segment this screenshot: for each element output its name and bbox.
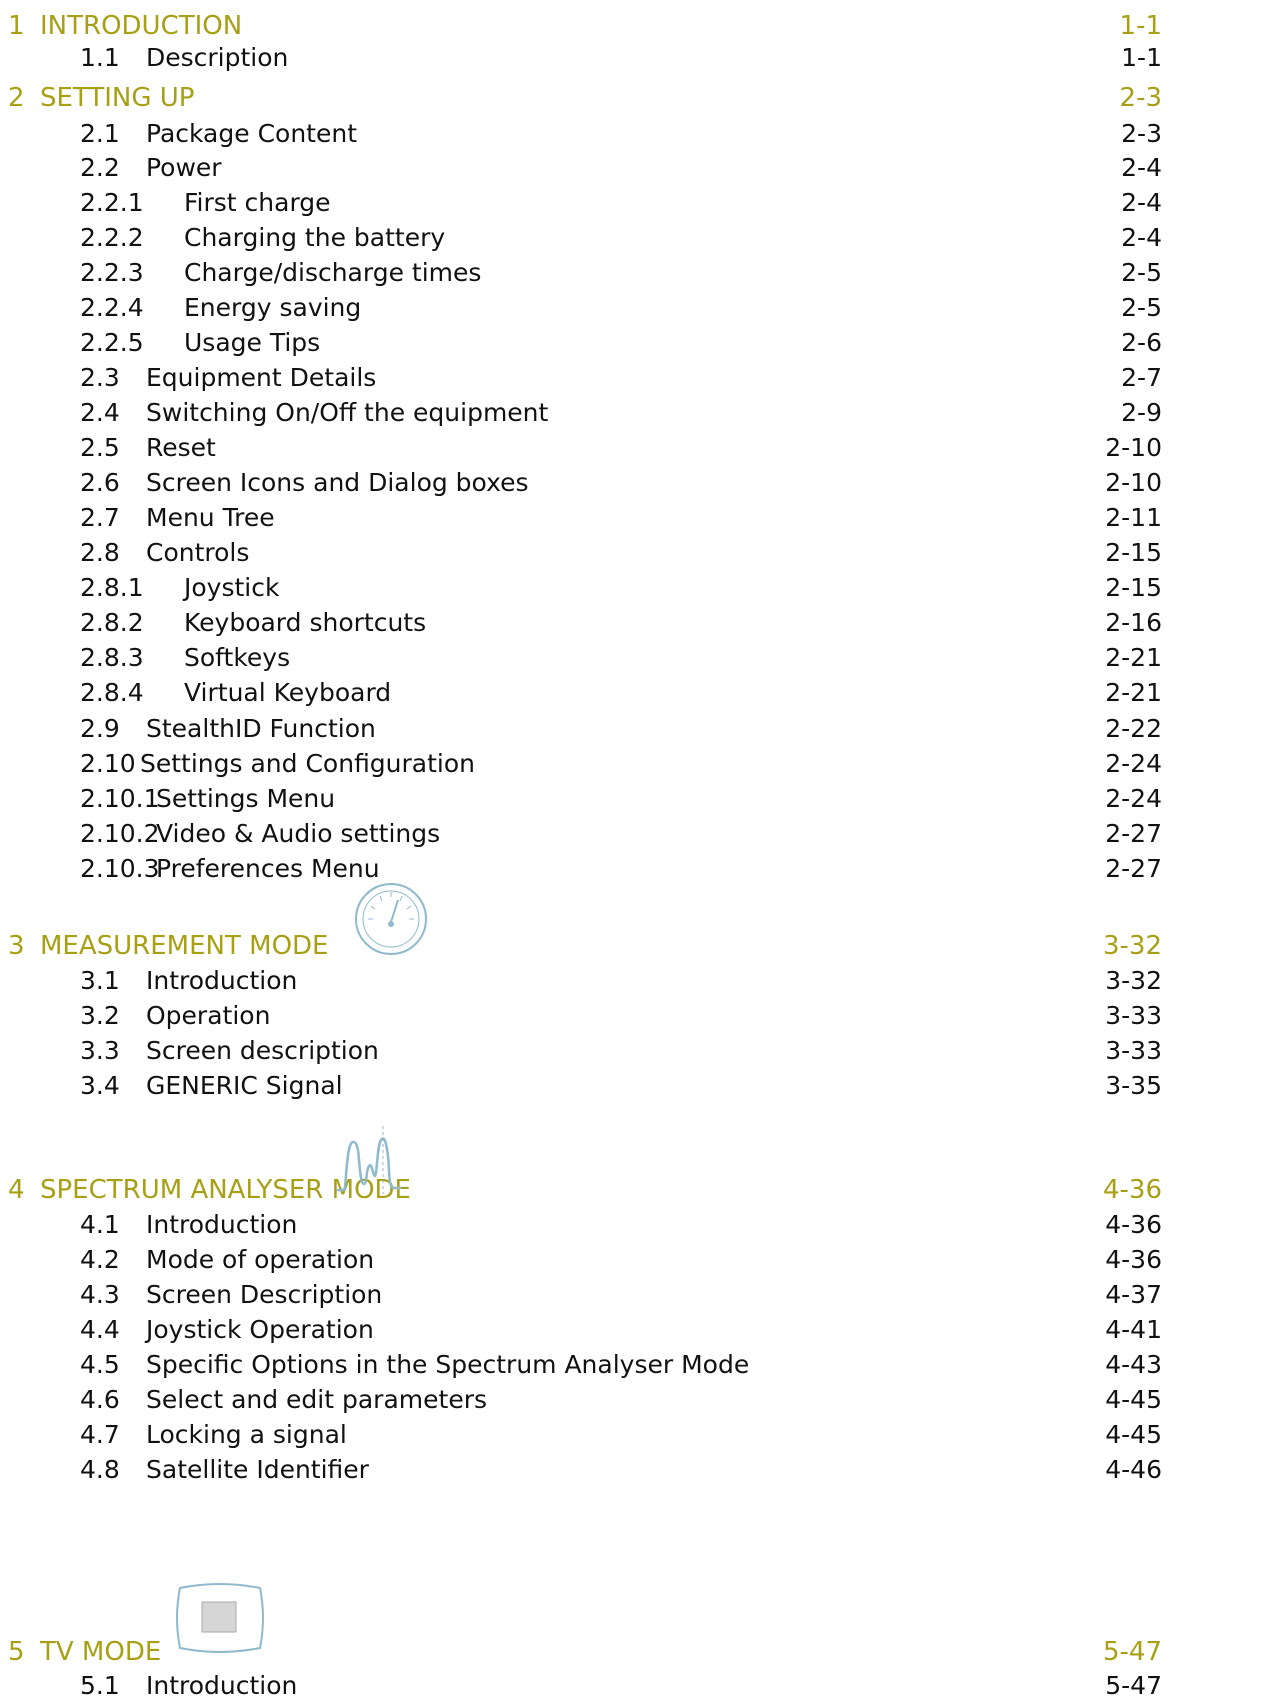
toc-entry-page: 4-37 bbox=[1105, 1280, 1162, 1309]
toc-entry[interactable] bbox=[0, 1668, 1268, 1704]
toc-entry-page: 2-24 bbox=[1105, 784, 1162, 813]
toc-entry[interactable] bbox=[0, 80, 1268, 116]
spectrum-icon bbox=[336, 1126, 402, 1196]
toc-entry-number: 2.8.3 bbox=[80, 643, 144, 672]
gauge-icon bbox=[354, 882, 428, 956]
toc-entry-page: 2-24 bbox=[1105, 749, 1162, 778]
toc-entry-page: 4-45 bbox=[1105, 1385, 1162, 1414]
toc-entry-number: 4.7 bbox=[80, 1420, 120, 1449]
toc-entry-title: Settings Menu bbox=[156, 784, 336, 813]
toc-entry-title: SPECTRUM ANALYSER MODE bbox=[40, 1175, 411, 1205]
toc-entry[interactable] bbox=[0, 963, 1268, 999]
toc-entry-page: 1-1 bbox=[1119, 11, 1162, 41]
toc-entry-number: 2.2.1 bbox=[80, 188, 144, 217]
toc-entry[interactable] bbox=[0, 255, 1268, 291]
toc-entry-page: 2-4 bbox=[1121, 188, 1162, 217]
toc-entry[interactable] bbox=[0, 675, 1268, 711]
toc-entry-title: First charge bbox=[184, 188, 331, 217]
toc-entry-number: 4 bbox=[8, 1175, 25, 1205]
toc-entry-number: 2.8.4 bbox=[80, 678, 144, 707]
toc-entry-page: 2-11 bbox=[1105, 503, 1162, 532]
toc-entry-title: MEASUREMENT MODE bbox=[40, 931, 329, 961]
toc-entry[interactable] bbox=[0, 150, 1268, 186]
toc-entry-page: 3-32 bbox=[1102, 931, 1162, 961]
toc-entry-title: Mode of operation bbox=[146, 1245, 375, 1274]
toc-entry-number: 2.8 bbox=[80, 538, 120, 567]
toc-entry-page: 2-3 bbox=[1121, 119, 1162, 148]
toc-entry-number: 2.10.1 bbox=[80, 784, 160, 813]
toc-entry-page: 2-5 bbox=[1121, 293, 1162, 322]
toc-entry[interactable] bbox=[0, 851, 1268, 887]
toc-entry-number: 4.8 bbox=[80, 1455, 120, 1484]
toc-entry-number: 2.4 bbox=[80, 398, 120, 427]
toc-entry-page: 2-6 bbox=[1121, 328, 1162, 357]
toc-entry-number: 1 bbox=[8, 11, 25, 41]
toc-entry[interactable] bbox=[0, 1172, 1268, 1208]
toc-entry-title: INTRODUCTION bbox=[40, 11, 243, 41]
toc-entry[interactable] bbox=[0, 116, 1268, 152]
toc-entry[interactable] bbox=[0, 1417, 1268, 1453]
toc-entry-title: Keyboard shortcuts bbox=[184, 608, 427, 637]
toc-entry[interactable] bbox=[0, 998, 1268, 1034]
toc-entry-number: 2.2.3 bbox=[80, 258, 144, 287]
toc-entry[interactable] bbox=[0, 535, 1268, 571]
toc-entry-title: Switching On/Off the equipment bbox=[146, 398, 549, 427]
toc-entry-number: 3.1 bbox=[80, 966, 120, 995]
toc-entry-page: 2-21 bbox=[1105, 678, 1162, 707]
toc-entry[interactable] bbox=[0, 1207, 1268, 1243]
toc-entry[interactable] bbox=[0, 928, 1268, 964]
toc-entry-number: 2.8.2 bbox=[80, 608, 144, 637]
toc-entry-title: Joystick bbox=[184, 573, 280, 602]
toc-entry[interactable] bbox=[0, 746, 1268, 782]
toc-entry-title: TV MODE bbox=[40, 1637, 162, 1667]
toc-entry-title: Satellite Identifier bbox=[146, 1455, 369, 1484]
toc-entry-page: 3-33 bbox=[1105, 1001, 1162, 1030]
toc-entry[interactable] bbox=[0, 40, 1268, 76]
toc-entry-page: 4-36 bbox=[1105, 1210, 1162, 1239]
toc-entry-number: 2.7 bbox=[80, 503, 120, 532]
tv-screen-icon bbox=[172, 1580, 268, 1656]
toc-entry-number: 2 bbox=[8, 83, 25, 113]
toc-entry-number: 2.2 bbox=[80, 153, 120, 182]
toc-entry-title: Video & Audio settings bbox=[156, 819, 441, 848]
toc-entry-title: Specific Options in the Spectrum Analyser Mode bbox=[146, 1350, 750, 1379]
toc-entry-title: Introduction bbox=[146, 1210, 298, 1239]
toc-entry-title: Preferences Menu bbox=[156, 854, 380, 883]
toc-entry-number: 4.6 bbox=[80, 1385, 120, 1414]
toc-entry-page: 4-43 bbox=[1105, 1350, 1162, 1379]
toc-entry-page: 2-27 bbox=[1105, 819, 1162, 848]
toc-entry-page: 1-1 bbox=[1121, 43, 1162, 72]
toc-entry-number: 5 bbox=[8, 1637, 25, 1667]
toc-entry-title: Power bbox=[146, 153, 222, 182]
toc-entry[interactable] bbox=[0, 1382, 1268, 1418]
toc-entry[interactable] bbox=[0, 711, 1268, 747]
toc-entry-page: 3-33 bbox=[1105, 1036, 1162, 1065]
toc-entry-title: GENERIC Signal bbox=[146, 1071, 343, 1100]
toc-entry-number: 2.6 bbox=[80, 468, 120, 497]
toc-entry-title: Charging the battery bbox=[184, 223, 446, 252]
toc-entry-page: 5-47 bbox=[1102, 1637, 1162, 1667]
toc-entry[interactable] bbox=[0, 290, 1268, 326]
toc-entry-number: 2.3 bbox=[80, 363, 120, 392]
toc-entry-page: 4-36 bbox=[1105, 1245, 1162, 1274]
toc-entry-title: Operation bbox=[146, 1001, 271, 1030]
toc-entry-page: 5-47 bbox=[1105, 1671, 1162, 1700]
toc-entry-title: Description bbox=[146, 43, 289, 72]
toc-entry[interactable] bbox=[0, 570, 1268, 606]
toc-entry[interactable] bbox=[0, 465, 1268, 501]
toc-entry-page: 2-15 bbox=[1105, 573, 1162, 602]
toc-entry-number: 2.1 bbox=[80, 119, 120, 148]
toc-entry-page: 2-22 bbox=[1105, 714, 1162, 743]
toc-entry-number: 4.5 bbox=[80, 1350, 120, 1379]
toc-entry[interactable] bbox=[0, 185, 1268, 221]
toc-entry[interactable] bbox=[0, 1347, 1268, 1383]
toc-entry-title: Screen Icons and Dialog boxes bbox=[146, 468, 529, 497]
toc-entry-page: 2-3 bbox=[1119, 83, 1162, 113]
toc-entry-number: 3.2 bbox=[80, 1001, 120, 1030]
toc-entry-number: 4.3 bbox=[80, 1280, 120, 1309]
toc-entry[interactable] bbox=[0, 816, 1268, 852]
toc-entry-title: Introduction bbox=[146, 966, 298, 995]
toc-entry-number: 2.9 bbox=[80, 714, 120, 743]
toc-entry[interactable] bbox=[0, 605, 1268, 641]
toc-entry[interactable] bbox=[0, 8, 1268, 44]
toc-entry-title: StealthID Function bbox=[146, 714, 376, 743]
toc-entry-title: Locking a signal bbox=[146, 1420, 347, 1449]
toc-entry[interactable] bbox=[0, 500, 1268, 536]
toc-entry-number: 2.2.4 bbox=[80, 293, 144, 322]
toc-entry-number: 3 bbox=[8, 931, 25, 961]
toc-entry-page: 2-7 bbox=[1121, 363, 1162, 392]
toc-entry-title: Joystick Operation bbox=[146, 1315, 374, 1344]
toc-entry[interactable] bbox=[0, 430, 1268, 466]
toc-entry-page: 2-5 bbox=[1121, 258, 1162, 287]
toc-entry-page: 4-36 bbox=[1102, 1175, 1162, 1205]
toc-entry[interactable] bbox=[0, 640, 1268, 676]
toc-entry-title: Screen Description bbox=[146, 1280, 383, 1309]
toc-entry-number: 4.2 bbox=[80, 1245, 120, 1274]
toc-entry[interactable] bbox=[0, 220, 1268, 256]
toc-entry[interactable] bbox=[0, 1312, 1268, 1348]
toc-entry-title: Energy saving bbox=[184, 293, 362, 322]
toc-entry-title: Select and edit parameters bbox=[146, 1385, 488, 1414]
toc-entry-page: 2-21 bbox=[1105, 643, 1162, 672]
toc-entry-title: Controls bbox=[146, 538, 250, 567]
toc-entry-title: Package Content bbox=[146, 119, 357, 148]
toc-entry-number: 3.4 bbox=[80, 1071, 120, 1100]
toc-entry-page: 4-45 bbox=[1105, 1420, 1162, 1449]
toc-entry-page: 2-10 bbox=[1105, 468, 1162, 497]
toc-entry[interactable] bbox=[0, 1033, 1268, 1069]
toc-entry-number: 1.1 bbox=[80, 43, 120, 72]
toc-entry-number: 2.5 bbox=[80, 433, 120, 462]
toc-entry-page: 2-4 bbox=[1121, 153, 1162, 182]
toc-entry-title: SETTING UP bbox=[40, 83, 195, 113]
toc-entry-title: Reset bbox=[146, 433, 216, 462]
toc-entry-number: 2.10.3 bbox=[80, 854, 160, 883]
toc-entry-number: 2.10.2 bbox=[80, 819, 160, 848]
toc-entry[interactable] bbox=[0, 395, 1268, 431]
toc-entry-title: Charge/discharge times bbox=[184, 258, 482, 287]
toc-entry-page: 2-16 bbox=[1105, 608, 1162, 637]
toc-entry-title: Menu Tree bbox=[146, 503, 275, 532]
toc-entry-page: 2-27 bbox=[1105, 854, 1162, 883]
toc-entry[interactable] bbox=[0, 1068, 1268, 1104]
toc-entry-number: 3.3 bbox=[80, 1036, 120, 1065]
toc-entry-number: 2.8.1 bbox=[80, 573, 144, 602]
toc-entry-page: 4-41 bbox=[1105, 1315, 1162, 1344]
toc-entry-number: 2.2.2 bbox=[80, 223, 144, 252]
toc-entry[interactable] bbox=[0, 1452, 1268, 1488]
toc-entry-title: Softkeys bbox=[184, 643, 291, 672]
toc-entry-page: 2-4 bbox=[1121, 223, 1162, 252]
toc-entry-title: Screen description bbox=[146, 1036, 379, 1065]
toc-entry[interactable] bbox=[0, 781, 1268, 817]
toc-entry-number: 2.10 bbox=[80, 749, 136, 778]
toc-entry-number: 4.4 bbox=[80, 1315, 120, 1344]
toc-entry-title: Settings and Configuration bbox=[140, 749, 476, 778]
toc-entry-page: 3-32 bbox=[1105, 966, 1162, 995]
toc-entry-page: 2-10 bbox=[1105, 433, 1162, 462]
toc-entry-title: Virtual Keyboard bbox=[184, 678, 392, 707]
toc-entry[interactable] bbox=[0, 1277, 1268, 1313]
toc-entry-title: Introduction bbox=[146, 1671, 298, 1700]
toc-entry-number: 5.1 bbox=[80, 1671, 120, 1700]
toc-entry-page: 3-35 bbox=[1105, 1071, 1162, 1100]
toc-entry-page: 2-9 bbox=[1121, 398, 1162, 427]
toc-entry[interactable] bbox=[0, 325, 1268, 361]
toc-entry[interactable] bbox=[0, 360, 1268, 396]
toc-entry-title: Equipment Details bbox=[146, 363, 377, 392]
toc-entry[interactable] bbox=[0, 1242, 1268, 1278]
toc-entry-page: 2-15 bbox=[1105, 538, 1162, 567]
toc-entry-title: Usage Tips bbox=[184, 328, 321, 357]
toc-entry-number: 2.2.5 bbox=[80, 328, 144, 357]
toc-entry-page: 4-46 bbox=[1105, 1455, 1162, 1484]
toc-entry-number: 4.1 bbox=[80, 1210, 120, 1239]
